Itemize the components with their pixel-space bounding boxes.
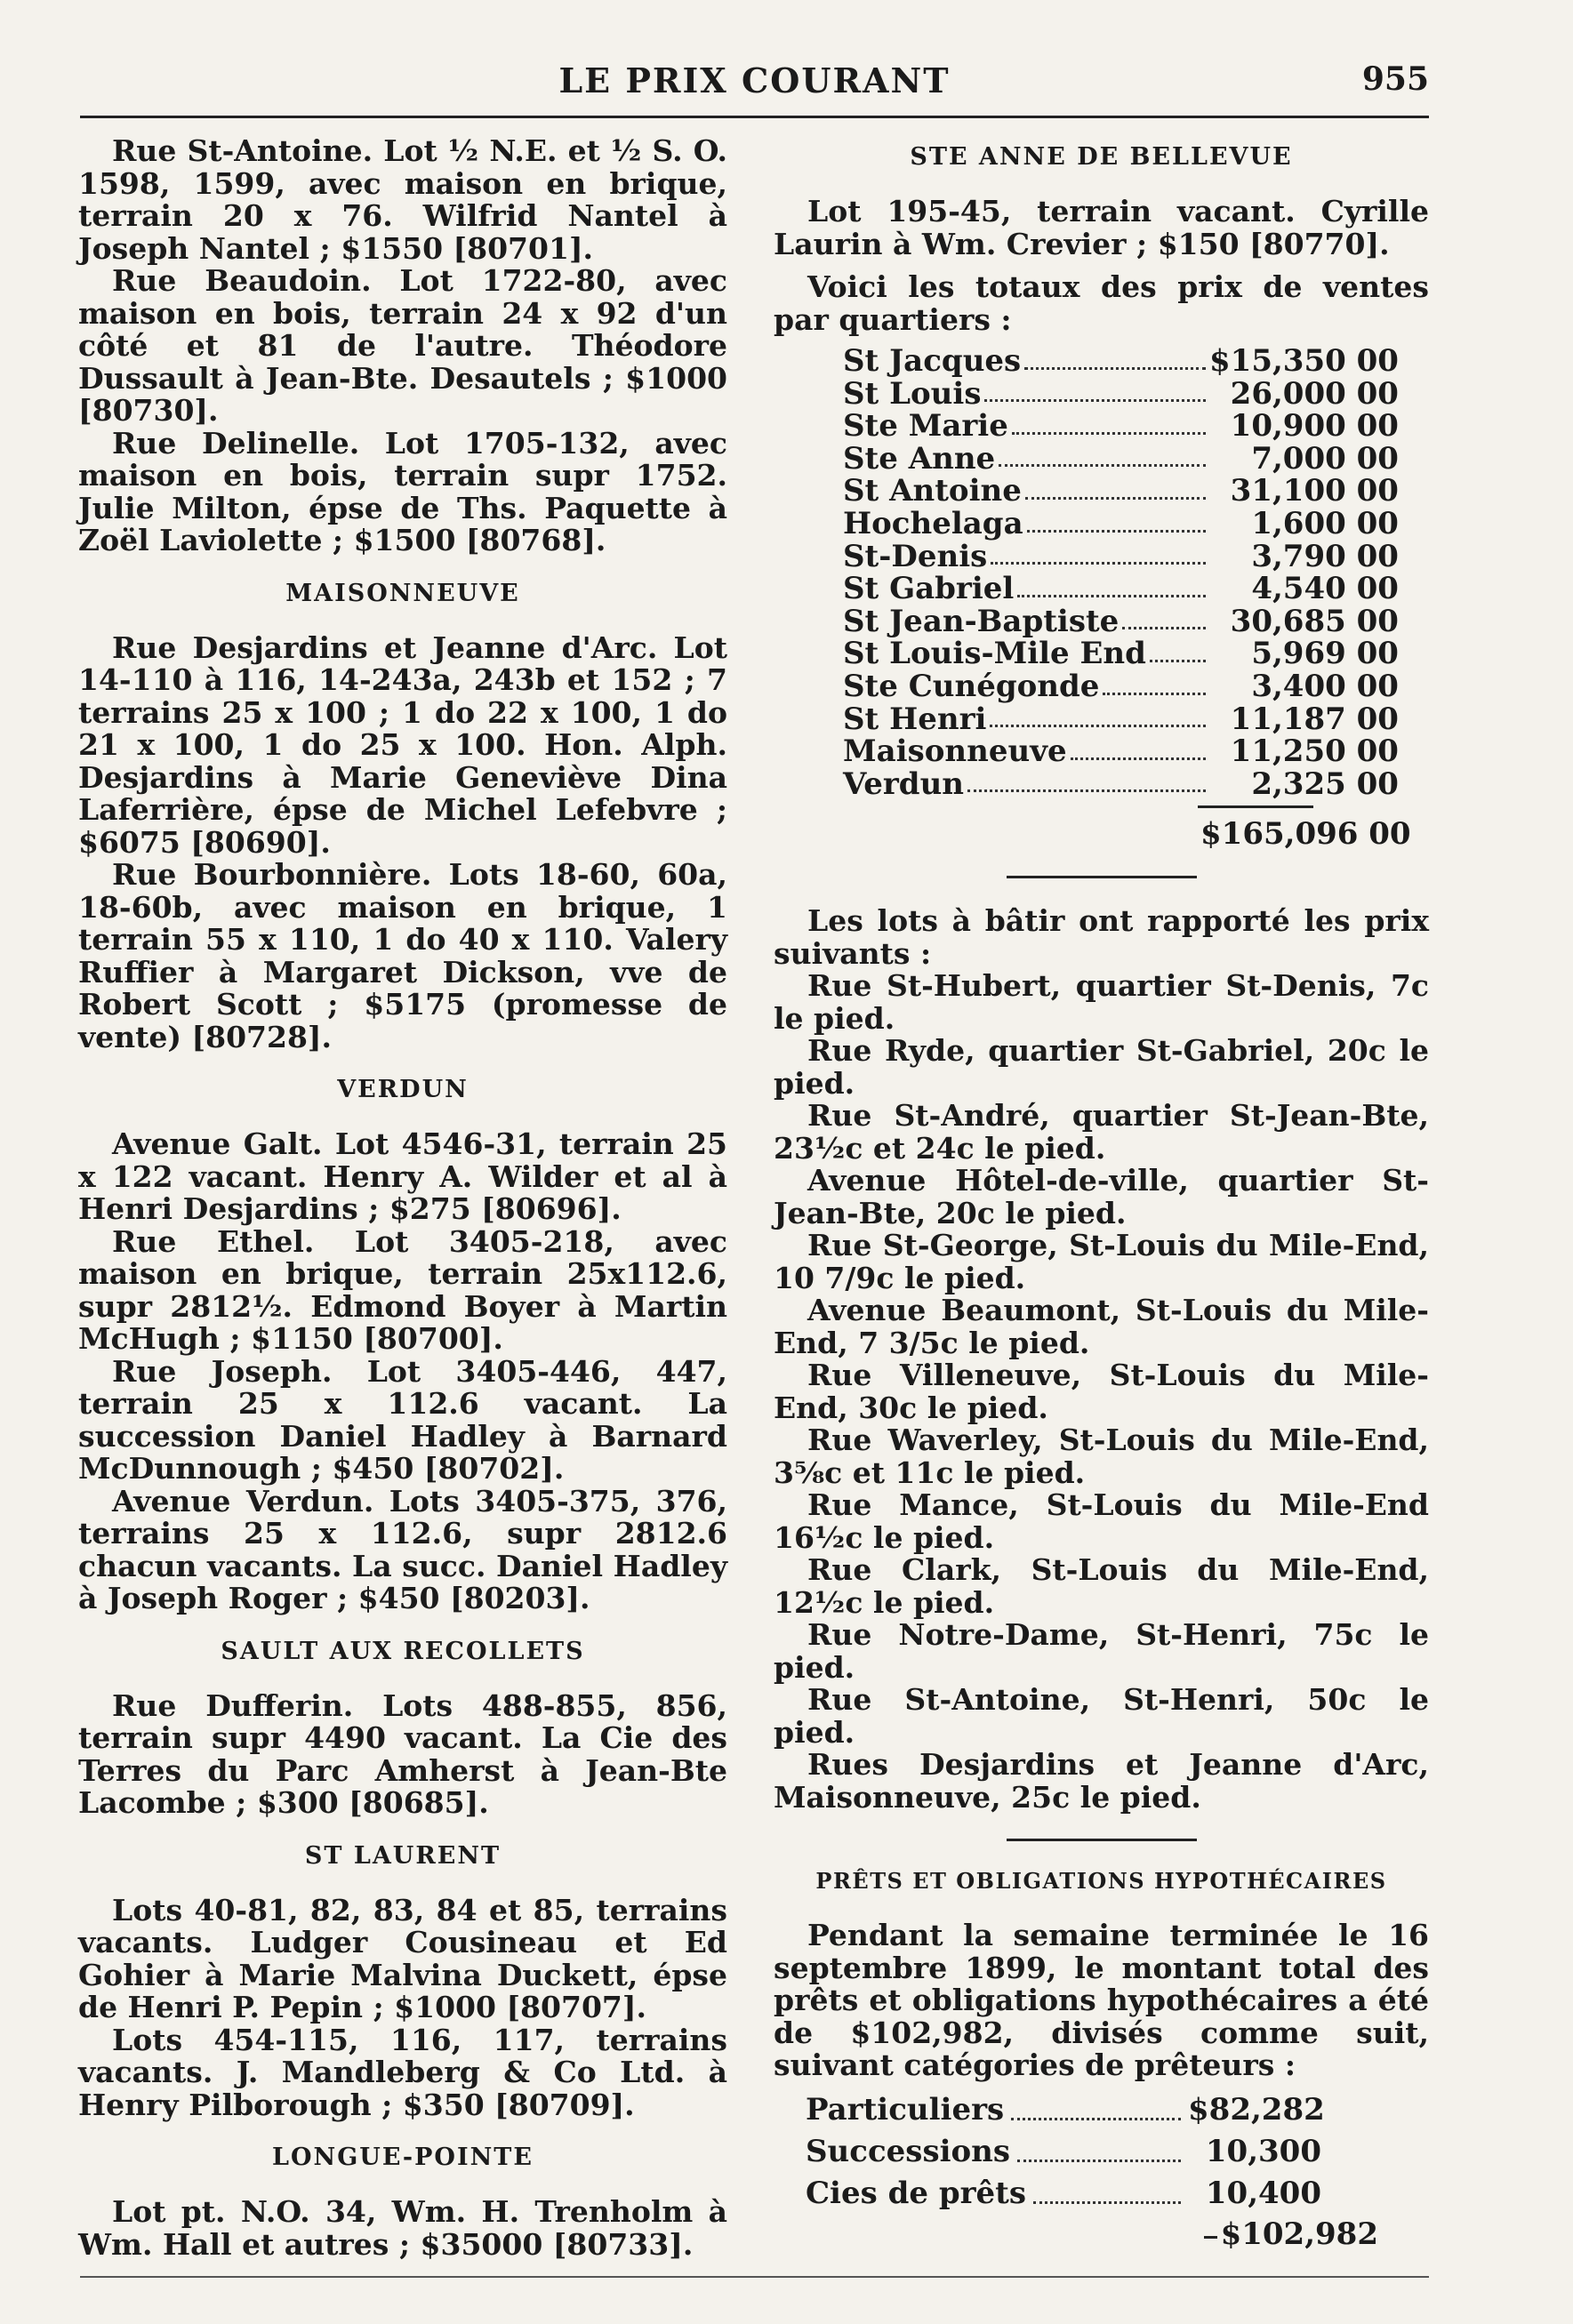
ward-name: St Henri [843,701,987,737]
ward-name: St Louis [843,375,982,412]
ward-name: Ste Marie [843,408,1008,445]
lender-category: Particuliers [806,2091,1005,2128]
listing-paragraph: Lots 40-81, 82, 83, 84 et 85, terrains vacants. Ludger Cousineau et Ed Gohier à Marie Malvina Duckett, épse de Henri P. Pepin ; $1000 [80707]. [78,1892,727,2024]
listing-paragraph: Avenue Verdun. Lots 3405-375, 376, terrains 25 x 112.6, supr 2812.6 chacun vacants. La succ. Daniel Hadley à Joseph Roger ; $450 [80203]. [78,1483,727,1615]
ward-amount: 11,187 00 [1230,701,1399,737]
header-rule [80,116,1429,118]
ward-amount: 11,250 00 [1230,733,1399,770]
ward-name: St Gabriel [843,571,1015,607]
table-row [843,345,1399,378]
ward-name: St Louis-Mile End [843,636,1146,672]
listing-paragraph: Rue Beaudoin. Lot 1722-80, avec maison en bois, terrain 24 x 92 d'un côté et 81 de l'autre. Théodore Dussault à Jean-Bte. Desautels ; $1000 [80730]. [78,263,727,428]
list-item [806,2131,1321,2173]
lender-amount: 10,300 [1205,2133,1321,2169]
table-row [843,637,1399,670]
lots-intro: Les lots à bâtir ont rapporté les prix suivants : [774,903,1429,971]
ward-totals-table [843,345,1399,800]
lot-price-item: Rue Waverley, St-Louis du Mile-End, 3⅝c et 11c le pied. [774,1422,1429,1490]
lender-category: Successions [806,2133,1011,2169]
prets-paragraph: Pendant la semaine terminée le 16 septembre 1899, le montant total des prêts et obligations hypothécaires a été de $102,982, divisés comme suit, suivant catégories de prêteurs : [774,1918,1429,2083]
section-heading-verdun: VERDUN [337,1076,469,1103]
listing-paragraph: Rue Bourbonnière. Lots 18-60, 60a, 18-60b, avec maison en brique, 1 terrain 55 x 110, 1 do 40 x 110. Valery Ruffier à Margaret Dickson, vve de Robert Scott ; $5175 (promesse de vente) [80728]. [78,857,727,1054]
page-number: 955 [1361,60,1429,98]
ward-amount: 4,540 00 [1251,571,1399,607]
ward-amount: 2,325 00 [1251,765,1399,802]
lot-price-item: Rue St-George, St-Louis du Mile-End, 10 7/9c le pied. [774,1228,1429,1295]
list-item [806,2173,1321,2215]
ward-name: Hochelaga [843,505,1023,541]
listing-paragraph: Avenue Galt. Lot 4546-31, terrain 25 x 122 vacant. Henry A. Wilder et al à Henri Desjardins ; $275 [80696]. [78,1126,727,1226]
right-column [774,135,1429,2254]
section-heading-st-laurent: ST LAURENT [304,1841,502,1870]
separator-rule [1007,876,1197,878]
left-column [78,135,727,2261]
ward-amount: 3,790 00 [1251,538,1399,574]
ward-amount: $15,350 00 [1209,343,1399,379]
ward-name: Ste Cunégonde [843,668,1100,704]
listing-paragraph: Rue Delinelle. Lot 1705-132, avec maison en bois, terrain supr 1752. Julie Milton, épse de Ths. Paquette à Zoël Laviolette ; $1500 [80768]. [78,425,727,557]
table-row [843,670,1399,703]
list-item [806,2089,1325,2131]
table-row [843,378,1399,411]
ward-amount: 5,969 00 [1251,636,1399,672]
listing-paragraph: Rue St-Antoine. Lot ½ N.E. et ½ S. O. 1598, 1599, avec maison en brique, terrain 20 x 76. Wilfrid Nantel à Joseph Nantel ; $1550 [80701]. [78,133,727,266]
ward-name: St-Denis [843,538,988,574]
lot-price-item: Avenue Beaumont, St-Louis du Mile-End, 7 3/5c le pied. [774,1293,1429,1360]
totals-intro: Voici les totaux des prix de ventes par quartiers : [774,269,1429,337]
listing-paragraph: Rue Dufferin. Lots 488-855, 856, terrain supr 4490 vacant. La Cie des Terres du Parc Amherst à Jean-Bte Lacombe ; $300 [80685]. [78,1687,727,1820]
lot-price-item: Rue Notre-Dame, St-Henri, 75c le pied. [774,1617,1429,1685]
ward-name: Ste Anne [843,440,996,477]
journal-title: LE PRIX COURANT [558,60,951,100]
listing-paragraph: Rue Ethel. Lot 3405-218, avec maison en brique, terrain 25x112.6, supr 2812½. Edmond Boyer à Martin McHugh ; $1150 [80700]. [78,1223,727,1356]
section-heading-ste-anne-de-bellevue: STE ANNE DE BELLEVUE [910,143,1293,171]
ward-name: Maisonneuve [843,733,1067,770]
lender-category: Cies de prêts [806,2175,1026,2211]
table-row [843,475,1399,508]
lot-price-item: Rue St-Hubert, quartier St-Denis, 7c le pied. [774,968,1429,1036]
section-heading-prets: PRÊTS ET OBLIGATIONS HYPOTHÉCAIRES [815,1868,1387,1895]
table-row [843,508,1399,541]
section-heading-sault-aux-recollets: SAULT AUX RECOLLETS [221,1637,585,1665]
lot-price-item: Rue St-André, quartier St-Jean-Bte, 23½c et 24c le pied. [774,1098,1429,1166]
lot-price-item: Avenue Hôtel-de-ville, quartier St-Jean-Bte, 20c le pied. [774,1163,1429,1230]
ward-name: St Jean-Baptiste [843,603,1120,639]
ward-name: St Antoine [843,473,1022,509]
listing-paragraph: Lot pt. N.O. 34, Wm. H. Trenholm à Wm. Hall et autres ; $35000 [80733]. [78,2194,727,2262]
table-row [843,443,1399,476]
footer-rule [80,2276,1429,2278]
section-heading-longue-pointe: LONGUE-POINTE [272,2144,534,2171]
lender-totals [806,2089,1429,2254]
sum-rule [1198,805,1313,808]
listing-paragraph: Rue Joseph. Lot 3405-446, 447, terrain 25 x 112.6 vacant. La succession Daniel Hadley à Barnard McDunnough ; $450 [80702]. [78,1353,727,1486]
lot-price-item: Rue Ryde, quartier St-Gabriel, 20c le pied. [774,1033,1429,1101]
lot-price-item: Rue Mance, St-Louis du Mile-End 16½c le pied. [774,1487,1429,1555]
lender-amount: 10,400 [1205,2175,1321,2211]
ward-amount: 26,000 00 [1230,375,1399,412]
separator-rule [1007,1839,1197,1841]
table-row [843,541,1399,573]
lot-price-item: Rue St-Antoine, St-Henri, 50c le pied. [774,1682,1429,1750]
grand-total: $165,096 00 [1200,816,1411,853]
ward-amount: 30,685 00 [1230,603,1399,639]
lot-price-item: Rue Clark, St-Louis du Mile-End, 12½c le pied. [774,1552,1429,1620]
section-heading-maisonneuve: MAISONNEUVE [285,579,520,607]
listing-paragraph: Lot 195-45, terrain vacant. Cyrille Laurin à Wm. Crevier ; $150 [80770]. [774,194,1429,261]
table-row [843,735,1399,768]
table-row [843,573,1399,605]
ward-name: Verdun [843,765,965,802]
ward-name: St Jacques [843,343,1022,379]
lot-price-item: Rues Desjardins et Jeanne d'Arc, Maisonneuve, 25c le pied. [774,1747,1429,1815]
lot-price-item: Rue Villeneuve, St-Louis du Mile-End, 30c le pied. [774,1358,1429,1425]
listing-paragraph: Lots 454-115, 116, 117, terrains vacants. J. Mandleberg & Co Ltd. à Henry Pilborough ; $350 [80709]. [78,2022,727,2122]
ward-amount: 1,600 00 [1251,505,1399,541]
listing-paragraph: Rue Desjardins et Jeanne d'Arc. Lot 14-110 à 116, 14-243a, 243b et 152 ; 7 terrains 25 x 100 ; 1 do 22 x 100, 1 do 21 x 100, 1 do 25 x 100. Hon. Alph. Desjardins à Marie Geneviève Dina Laferrière, épse de Michel Lefebvre ; $6075 [80690]. [78,629,727,860]
table-row [843,410,1399,443]
table-row [843,605,1399,638]
loans-total-line [1204,2215,1378,2254]
loans-total: $102,982 [1220,2216,1378,2252]
page-header [80,55,1429,107]
ward-amount: 10,900 00 [1230,408,1399,445]
table-row [843,768,1399,801]
table-row [843,703,1399,736]
lender-amount: $82,282 [1188,2091,1325,2128]
ward-amount: 7,000 00 [1251,440,1399,477]
ward-amount: 3,400 00 [1251,668,1399,704]
ward-amount: 31,100 00 [1230,473,1399,509]
